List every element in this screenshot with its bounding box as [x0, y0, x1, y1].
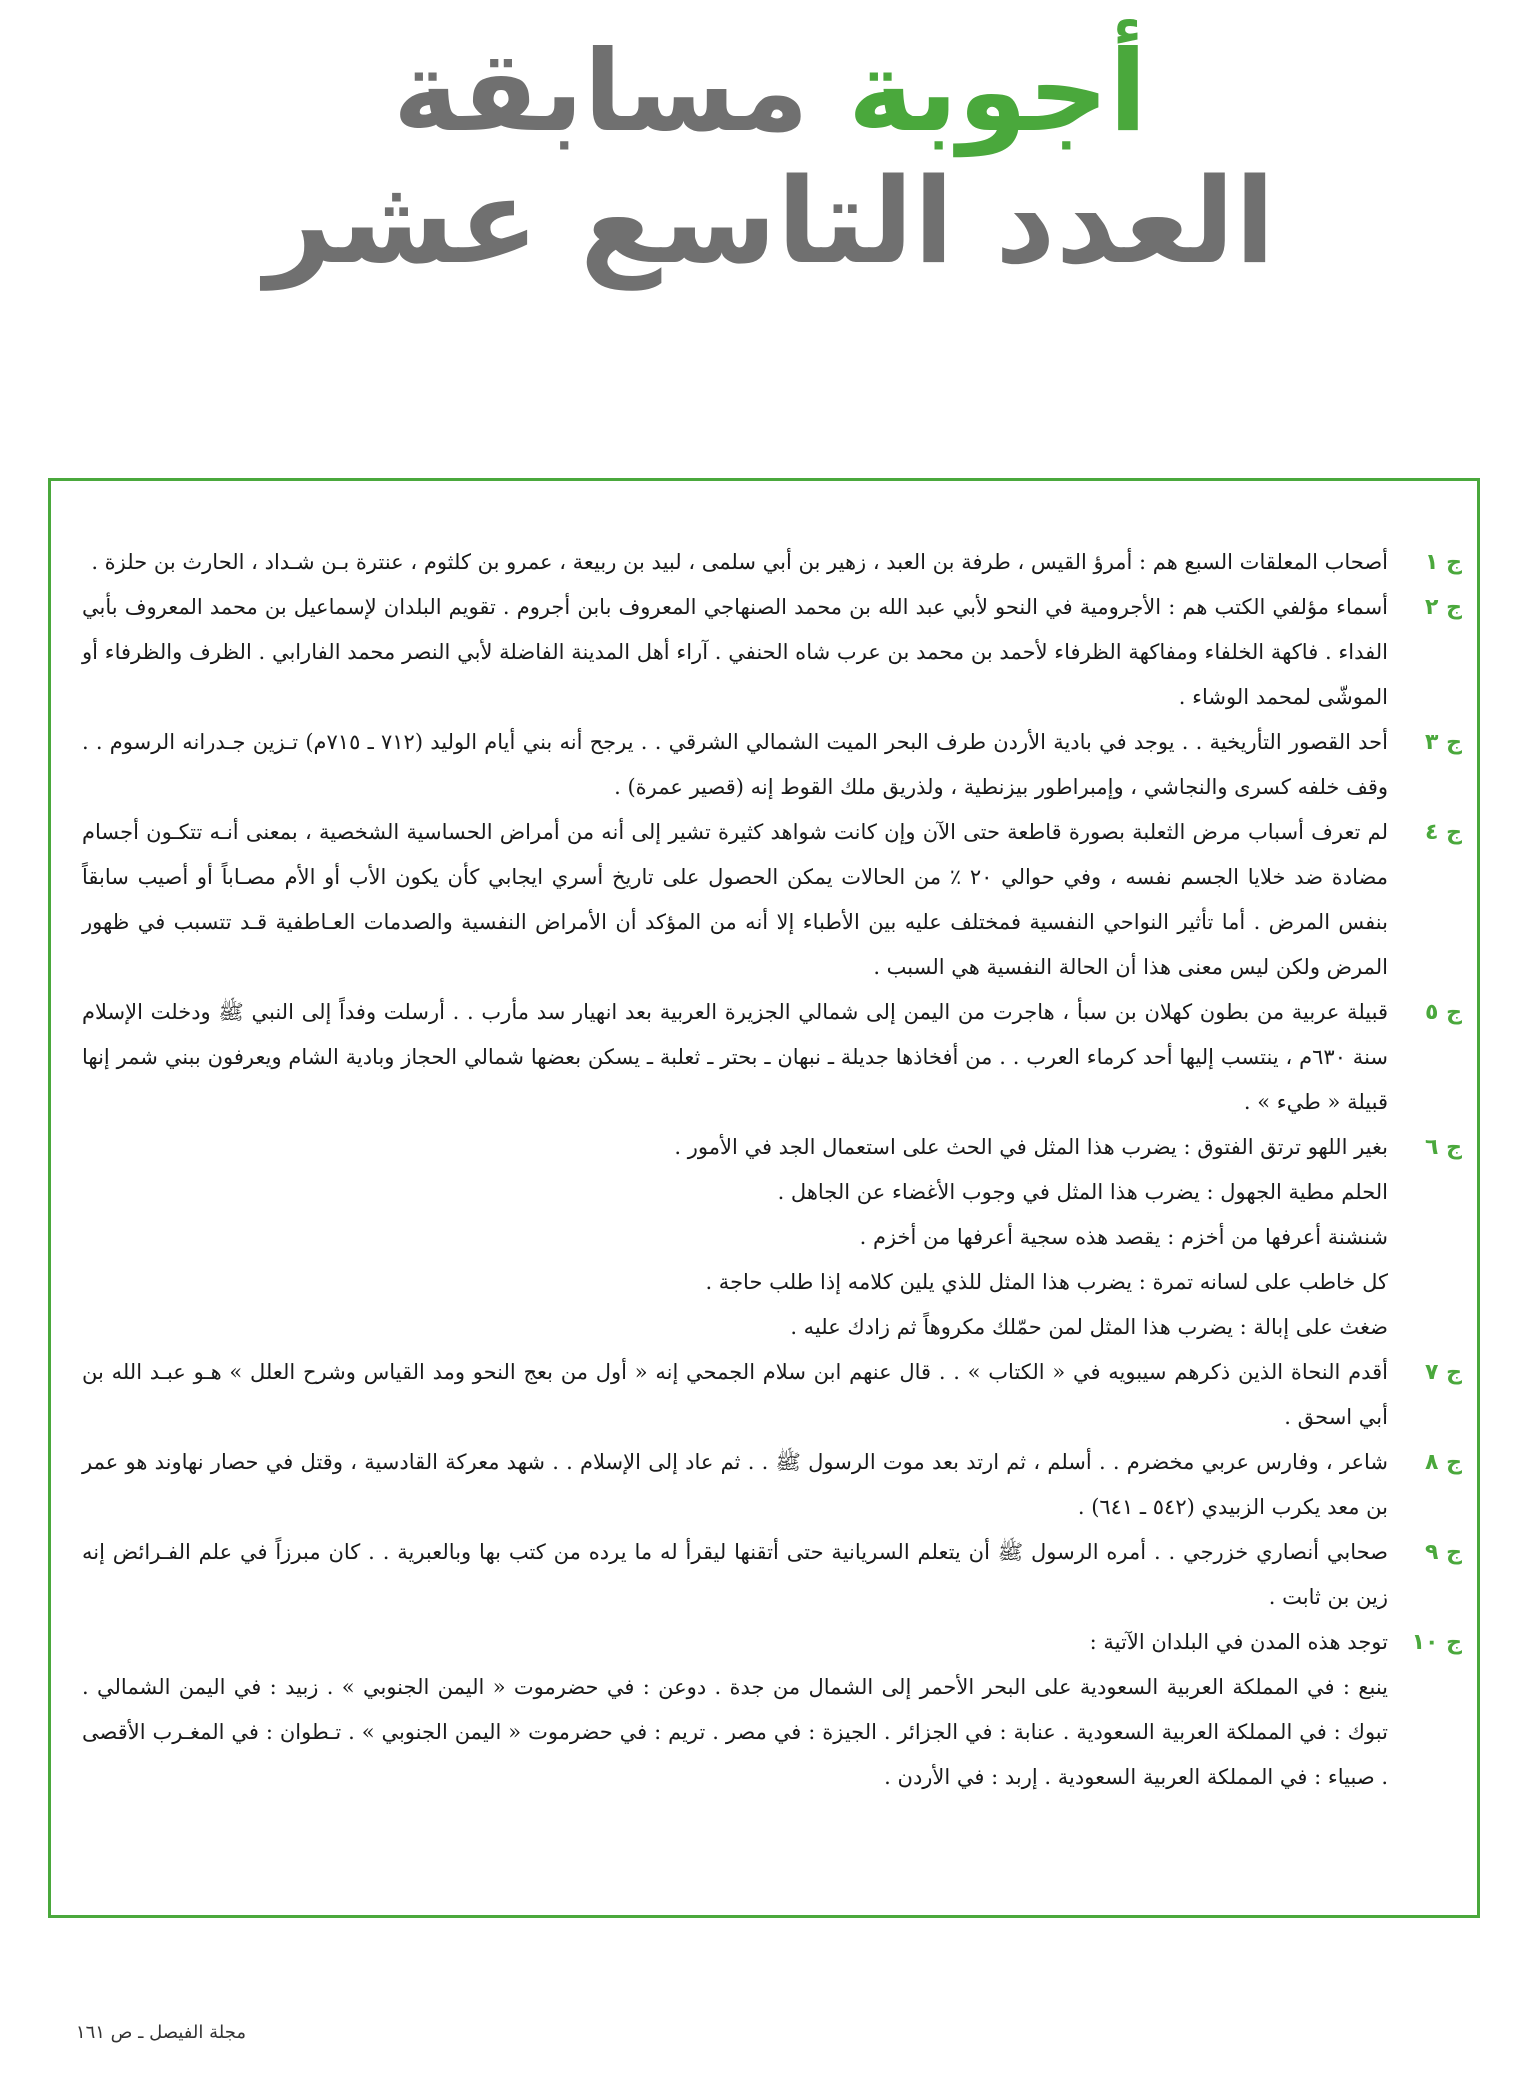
- answer-body: [82, 1530, 1388, 1620]
- answer-line: قبيلة عربية من بطون كهلان بن سبأ ، هاجرت من اليمن إلى شمالي الجزيرة العربية بعد انهيار سد مأرب . . أرسلت وفداً إلى النبي ﷺ ودخلت الإسلام سنة ٦٣٠م ، ينتسب إليها أحد كرماء العرب . . من أفخاذها جديلة ـ نبهان ـ بحتر ـ ثعلبة ـ يسكن بعضها شمالي الحجاز وبادية الشام ويعرفون ببني شمر إنها قبيلة « طيء » .: [82, 1000, 1388, 1114]
- page-footer: مجلة الفيصل ـ ص ١٦١: [75, 2022, 246, 2043]
- title-green-word: أجوبة: [847, 27, 1148, 157]
- page-title: [60, 27, 1480, 291]
- answer-body: [82, 1440, 1388, 1530]
- answer-body: [82, 1350, 1388, 1440]
- answer-body: [82, 1125, 1388, 1350]
- answer-item: [82, 1440, 1462, 1530]
- answer-line: أسماء مؤلفي الكتب هم : الأجرومية في النحو لأبي عبد الله بن محمد الصنهاجي المعروف بابن أجروم . تقويم البلدان لإسماعيل بن محمد المعروف بأبي الفداء . فاكهة الخلفاء ومفاكهة الظرفاء لأحمد بن محمد بن عرب شاه الحنفي . آراء أهل المدينة الفاضلة لأبي النصر محمد الفارابي . الظرف والظرفاء أو الموشّى لمحمد الوشاء .: [82, 595, 1388, 709]
- answer-line: أحد القصور التأريخية . . يوجد في بادية الأردن طرف البحر الميت الشمالي الشرقي . . يرجح أنه بني أيام الوليد (٧١٢ ـ ٧١٥م) تـزين جـدرانه الرسوم . . وقف خلفه كسرى والنجاشي ، وإمبراطور بيزنطية ، ولذريق ملك القوط إنه (قصير عمرة) .: [82, 730, 1388, 799]
- answer-item: [82, 1620, 1462, 1800]
- answer-line: صحابي أنصاري خزرجي . . أمره الرسول ﷺ أن يتعلم السريانية حتى أتقنها ليقرأ له ما يرده من كتب بها وبالعبرية . . كان مبرزاً في علم الفـرائض إنه زين بن ثابت .: [82, 1540, 1388, 1609]
- answer-line: ينبع : في المملكة العربية السعودية على البحر الأحمر إلى الشمال من جدة . دوعن : في حضرموت « اليمن الجنوبي » . زبيد : في اليمن الشمالي . تبوك : في المملكة العربية السعودية . عنابة : في الجزائر . الجيزة : في مصر . تريم : في حضرموت « اليمن الجنوبي » . تـطوان : في المغـرب الأقصى . صبياء : في المملكة العربية السعودية . إربد : في الأردن .: [82, 1675, 1388, 1789]
- answer-item: [82, 990, 1462, 1125]
- answer-number: ج ٨: [1425, 1450, 1462, 1475]
- answer-number: ج ٦: [1425, 1135, 1462, 1160]
- title-line-1: [60, 27, 1480, 157]
- title-gray-word: مسابقة: [392, 27, 809, 157]
- answers-list: [82, 540, 1462, 1800]
- answer-item: [82, 810, 1462, 990]
- answer-number: ج ١٠: [1411, 1630, 1462, 1655]
- answer-body: [82, 585, 1388, 720]
- answer-body: [82, 720, 1388, 810]
- answer-line: توجد هذه المدن في البلدان الآتية :: [1089, 1630, 1388, 1654]
- answer-line: أقدم النحاة الذين ذكرهم سيبويه في « الكتاب » . . قال عنهم ابن سلام الجمحي إنه « أول من بعج النحو ومد القياس وشرح العلل » هـو عبـد الله بن أبي اسحق .: [82, 1360, 1388, 1429]
- answer-body: [82, 540, 1388, 585]
- answer-line: أصحاب المعلقات السبع هم : أمرؤ القيس ، طرفة بن العبد ، زهير بن أبي سلمى ، لبيد بن ربيعة ، عمرو بن كلثوم ، عنترة بـن شـداد ، الحارث بن حلزة .: [91, 550, 1388, 574]
- answer-number: ج ٥: [1425, 1000, 1462, 1025]
- answer-line: شنشنة أعرفها من أخزم : يقصد هذه سجية أعرفها من أخزم .: [859, 1225, 1388, 1249]
- title-line-2: العدد التاسع عشر: [264, 152, 1276, 291]
- answer-number: ج ٧: [1425, 1360, 1462, 1385]
- answer-line: ضغث على إبالة : يضرب هذا المثل لمن حمّلك مكروهاً ثم زادك عليه .: [790, 1315, 1388, 1339]
- answer-item: [82, 1125, 1462, 1350]
- answer-line: كل خاطب على لسانه تمرة : يضرب هذا المثل للذي يلين كلامه إذا طلب حاجة .: [705, 1270, 1388, 1294]
- answer-line: الحلم مطية الجهول : يضرب هذا المثل في وجوب الأغضاء عن الجاهل .: [777, 1180, 1388, 1204]
- answer-item: [82, 1530, 1462, 1620]
- answer-body: [82, 1620, 1388, 1800]
- answer-number: ج ٢: [1425, 595, 1462, 620]
- answer-number: ج ٣: [1425, 730, 1462, 755]
- answer-number: ج ٤: [1425, 820, 1462, 845]
- answer-item: [82, 720, 1462, 810]
- answer-item: [82, 540, 1462, 585]
- answer-number: ج ٩: [1425, 1540, 1462, 1565]
- answer-line: بغير اللهو ترتق الفتوق : يضرب هذا المثل في الحث على استعمال الجد في الأمور .: [674, 1135, 1388, 1159]
- answer-item: [82, 585, 1462, 720]
- answer-body: [82, 810, 1388, 990]
- answer-line: شاعر ، وفارس عربي مخضرم . . أسلم ، ثم ارتد بعد موت الرسول ﷺ . . ثم عاد إلى الإسلام . . شهد معركة القادسية ، وقتل في حصار نهاوند هو عمر بن معد يكرب الزبيدي (٥٤٢ ـ ٦٤١) .: [82, 1450, 1388, 1519]
- answer-number: ج ١: [1425, 550, 1462, 575]
- answer-line: لم تعرف أسباب مرض الثعلبة بصورة قاطعة حتى الآن وإن كانت شواهد كثيرة تشير إلى أنه من أمراض الحساسية الشخصية ، بمعنى أنـه تتكـون أجسام مضادة ضد خلايا الجسم نفسه ، وفي حوالي ٢٠ ٪ من الحالات يمكن الحصول على تاريخ أسري ايجابي كأن يكون الأب أو الأم مصـاباً أو أصيب سابقاً بنفس المرض . أما تأثير النواحي النفسية فمختلف عليه بين الأطباء إلا أنه من المؤكد أن الأمراض النفسية والصدمات العـاطفية قـد تتسبب في ظهور المرض ولكن ليس معنى هذا أن الحالة النفسية هي السبب .: [82, 820, 1388, 979]
- answer-item: [82, 1350, 1462, 1440]
- answer-body: [82, 990, 1388, 1125]
